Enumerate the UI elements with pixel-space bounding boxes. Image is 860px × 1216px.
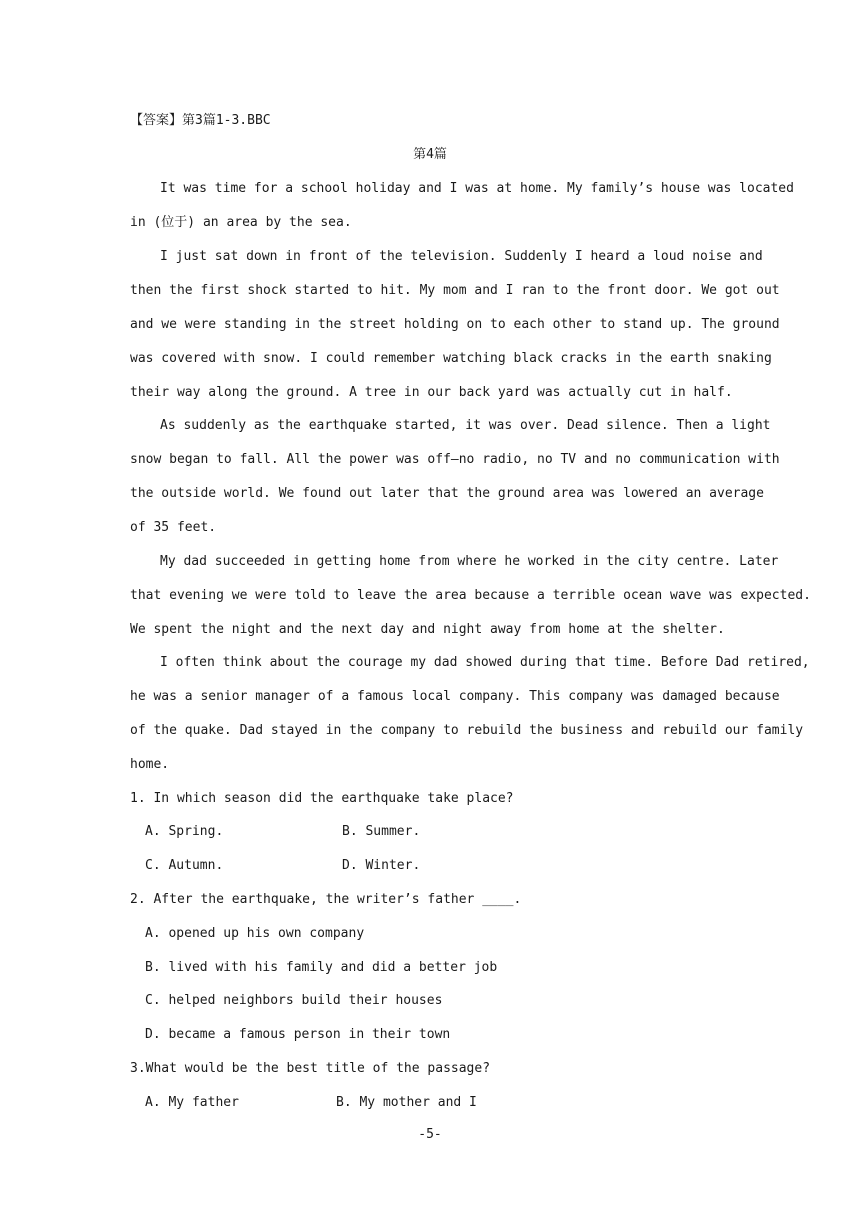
paragraph-line: of 35 feet. <box>130 520 217 535</box>
question-stem: 1. In which season did the earthquake take place? <box>130 791 514 806</box>
paragraph-line: I often think about the courage my dad showed during that time. Before Dad retired, <box>160 655 810 670</box>
paragraph-line: snow began to fall. All the power was off—no radio, no TV and no communication with <box>130 452 780 467</box>
section-title: 第4篇 <box>413 147 447 162</box>
question-option: B. My mother and I <box>336 1095 477 1110</box>
paragraph-line: he was a senior manager of a famous local company. This company was damaged because <box>130 689 780 704</box>
paragraph-line: the outside world. We found out later that the ground area was lowered an average <box>130 486 764 501</box>
paragraph-line: My dad succeeded in getting home from where he worked in the city centre. Later <box>160 554 779 569</box>
paragraph-line: their way along the ground. A tree in our back yard was actually cut in half. <box>130 385 733 400</box>
paragraph-line: that evening we were told to leave the area because a terrible ocean wave was expected. <box>130 588 811 603</box>
paragraph-line: As suddenly as the earthquake started, it was over. Dead silence. Then a light <box>160 418 771 433</box>
question-stem: 3.What would be the best title of the passage? <box>130 1061 491 1076</box>
question-option: D. Winter. <box>342 858 421 873</box>
question-option: A. Spring. <box>145 824 224 839</box>
paragraph-line: home. <box>130 757 170 772</box>
question-option: D. became a famous person in their town <box>145 1027 451 1042</box>
paragraph-line: was covered with snow. I could remember watching black cracks in the earth snaking <box>130 351 772 366</box>
paragraph-line: It was time for a school holiday and I was at home. My family’s house was located <box>160 181 794 196</box>
paragraph-line: then the first shock started to hit. My mom and I ran to the front door. We got out <box>130 283 780 298</box>
question-option: A. My father <box>145 1095 239 1110</box>
question-option: B. Summer. <box>342 824 421 839</box>
question-option: C. Autumn. <box>145 858 224 873</box>
paragraph-line: I just sat down in front of the television. Suddenly I heard a loud noise and <box>160 249 763 264</box>
question-option: A. opened up his own company <box>145 926 365 941</box>
paragraph-line: and we were standing in the street holding on to each other to stand up. The ground <box>130 317 780 332</box>
question-option: C. helped neighbors build their houses <box>145 993 443 1008</box>
paragraph-line: We spent the night and the next day and night away from home at the shelter. <box>130 622 725 637</box>
paragraph-line: in (位于) an area by the sea. <box>130 215 352 230</box>
question-option: B. lived with his family and did a better job <box>145 960 498 975</box>
paragraph-line: of the quake. Dad stayed in the company to rebuild the business and rebuild our family <box>130 723 804 738</box>
answer-header: 【答案】第3篇1-3.BBC <box>130 113 271 128</box>
question-stem: 2. After the earthquake, the writer’s father ____. <box>130 892 522 907</box>
page-number: -5- <box>418 1127 442 1142</box>
